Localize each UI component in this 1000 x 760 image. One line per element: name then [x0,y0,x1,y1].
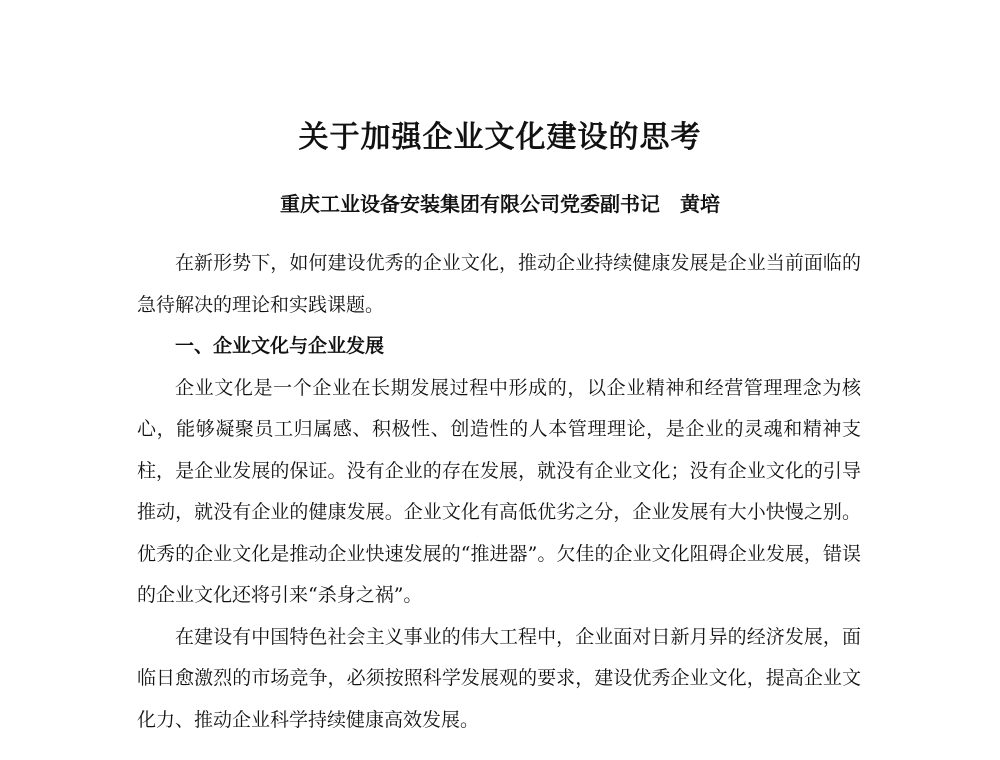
body-paragraph-2: 在建设有中国特色社会主义事业的伟大工程中，企业面对日新月异的经济发展，面临日愈激烈的市场竞争，必须按照科学发展观的要求，建设优秀企业文化，提高企业文化力、推动企业科学持续健康高效发展。 [137,625,861,731]
intro-paragraph: 在新形势下，如何建设优秀的企业文化，推动企业持续健康发展是企业当前面临的急待解决的理论和实践课题。 [137,252,861,316]
section-heading-1: 一、企业文化与企业发展 [175,335,385,357]
document-title: 关于加强企业文化建设的思考 [298,120,702,155]
body-paragraph-1: 企业文化是一个企业在长期发展过程中形成的，以企业精神和经营管理理念为核心，能够凝聚员工归属感、积极性、创造性的人本管理理论，是企业的灵魂和精神支柱，是企业发展的保证。没有企业的存在发展，就没有企业文化；没有企业文化的引导推动，就没有企业的健康发展。企业文化有高低优劣之分，企业发展有大小快慢之别。优秀的企业文化是推动企业快速发展的“推进器”。欠佳的企业文化阻碍企业发展，错误的企业文化还将引来“杀身之祸”。 [137,376,861,606]
document-body [137,243,861,741]
author-byline: 重庆工业设备安装集团有限公司党委副书记 黄培 [280,192,720,216]
